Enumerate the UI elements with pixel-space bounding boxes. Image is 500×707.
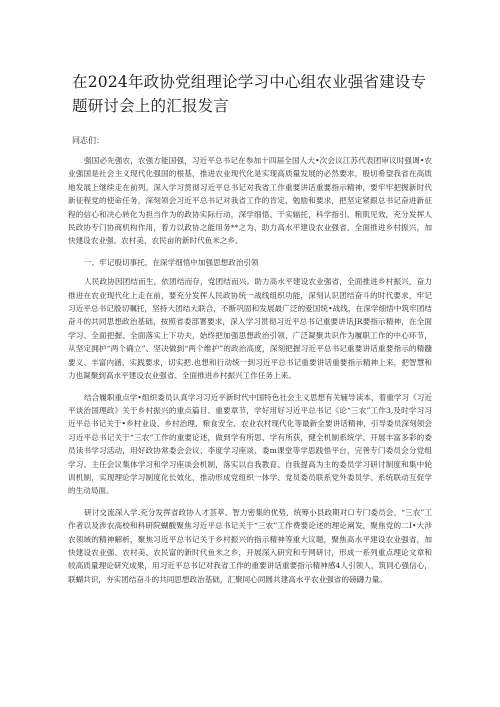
- section-heading: 一、牢记殷切事托，在深学细悟中加强思想政治引领: [84, 257, 259, 267]
- paragraph-unity: 人民政协因团结而生，依团结而存，党团结而兴。助力高水平建设农业强省，全面推进乡村振兴，奋力推进在农业现代化上走在前，要充分发挥人民政协统一战线组织功能，深刻认识团结奋斗的时代要求，牢记习近平总书记殷切嘱托，坚持大团结大联合，不断巩固和发展最广泛的爱国统•战线，在深学细悟中筑牢团结奋斗的共同思想政治基础，按照省委部署要求，深入学习贯彻习近平总书记重要讲话JR要指示精神，在全面学习、全面把握、全面落实上下功夫，始终把加强思想政治引领、广泛凝聚共识作为履职工作的中心环节，从坚定拥护“两个确立”、坚决做到“两个维护”的政治高度，深刻把握习近平总书记重要讲话重要指示的精髓要义、丰富内涵、实践要求，切实把.也想和行动统一到习近平总书记重要讲话重要指示精神上来，把智慧和力也凝聚到高水平建设农业强省、全面推进乡村振兴工作任务上来。: [68, 277, 432, 381]
- document-title: 在2024年政协党组理论学习中心组农业强省建设专题研讨会上的汇报发言: [72, 73, 427, 115]
- paragraph-research: 研讨交流深入学.充分发挥省政协人才荟萃、智力密集的优势，统筹小县政期对口专门委员会、“三农”工作者以及涉农高校和科研院蝴酸聚焦习近平总书记关于“三农”工作费要论述的理论阐发，聚焦党的二I•大涉农领域的精神解析，聚焦习近平总书记关于乡村振兴的指示精神等重大议题，聚焦高水平建设农业强省，加快建设农业强、农村美、农民富的新时代鱼米之乡，开展深入研究和专网研讨，形成一系列重点理论文章和较高质量理论研究成果，用习近平总书记对我省工作的重要讲话重要指示精神感4人引领人，筑同心强信心，联蝴共识，夯实团结奋斗的共同思想政治基础，汇聚同心同圆共建高水平农业强省的磅礴力量。: [68, 507, 432, 584]
- paragraph-intro: 强国必先强农，农强方能国强，习近平总书记在参加十四届全国人大•次会议江苏代表团审议时强调•农业强国是社会主义现代化强国的根基，推进农业现代化是实现高质量发展的必然要求，殷切希望我省在高质地发展上继续走在前列。深入学习贯彻习近平总书记对我省工作重要讲话重要指示精神，要牢牢把握新时代新征程党的使命任务，深刻领会习近平总书记对我省工作的肯定、勉励和要求，把坚定紧跟总书记奋进新征程的信心和决心转化为担当作为的政协实际行动，深学细悟、干实辐托，科学指引、粮肌见效，充分发挥人民政协专门协商机构作用，着力以政协之能用务**之为，助力高水平建设农业强省，全面推进乡村振兴，加快建设农业强、农村美、农民亩的新时代鱼米之乡。: [68, 156, 432, 246]
- salutation: 同志们：: [72, 136, 104, 145]
- paragraph-study: 结合履职重点学•组织委员认真学习习近平新时代中国特色社会主义思想有关辅导读本，着重学习《习近平谈治国理政》关于乡村振兴的重点篇目、重要章节，学好用好习近平总书记《论“三农”工作3,及时学习习近平总书记关于•乡村业设、乡村治理、粮食安全、农业农村现代化等最新全要讲话精神，引导委员深刻领会习近平总书记关于“三农”工作的重要论述，做到学有所思、学有所获，健全机制系统学。开展丰富多彩的委员读书学习活动，用好政协常委会会议、李度学习座谈、委m课堂等学思践悟平台，完善专门委员会分党组学习、主任会议集体学习和学习座谈会机制，落实以自我教育、自我提高为主的委员学习研讨制度和集中轮训机制，实现理论学习制度化长效化，推动形成党组织一体学、党员委员联系党外委员学、系统联动互促学的生动局面。: [68, 392, 432, 496]
